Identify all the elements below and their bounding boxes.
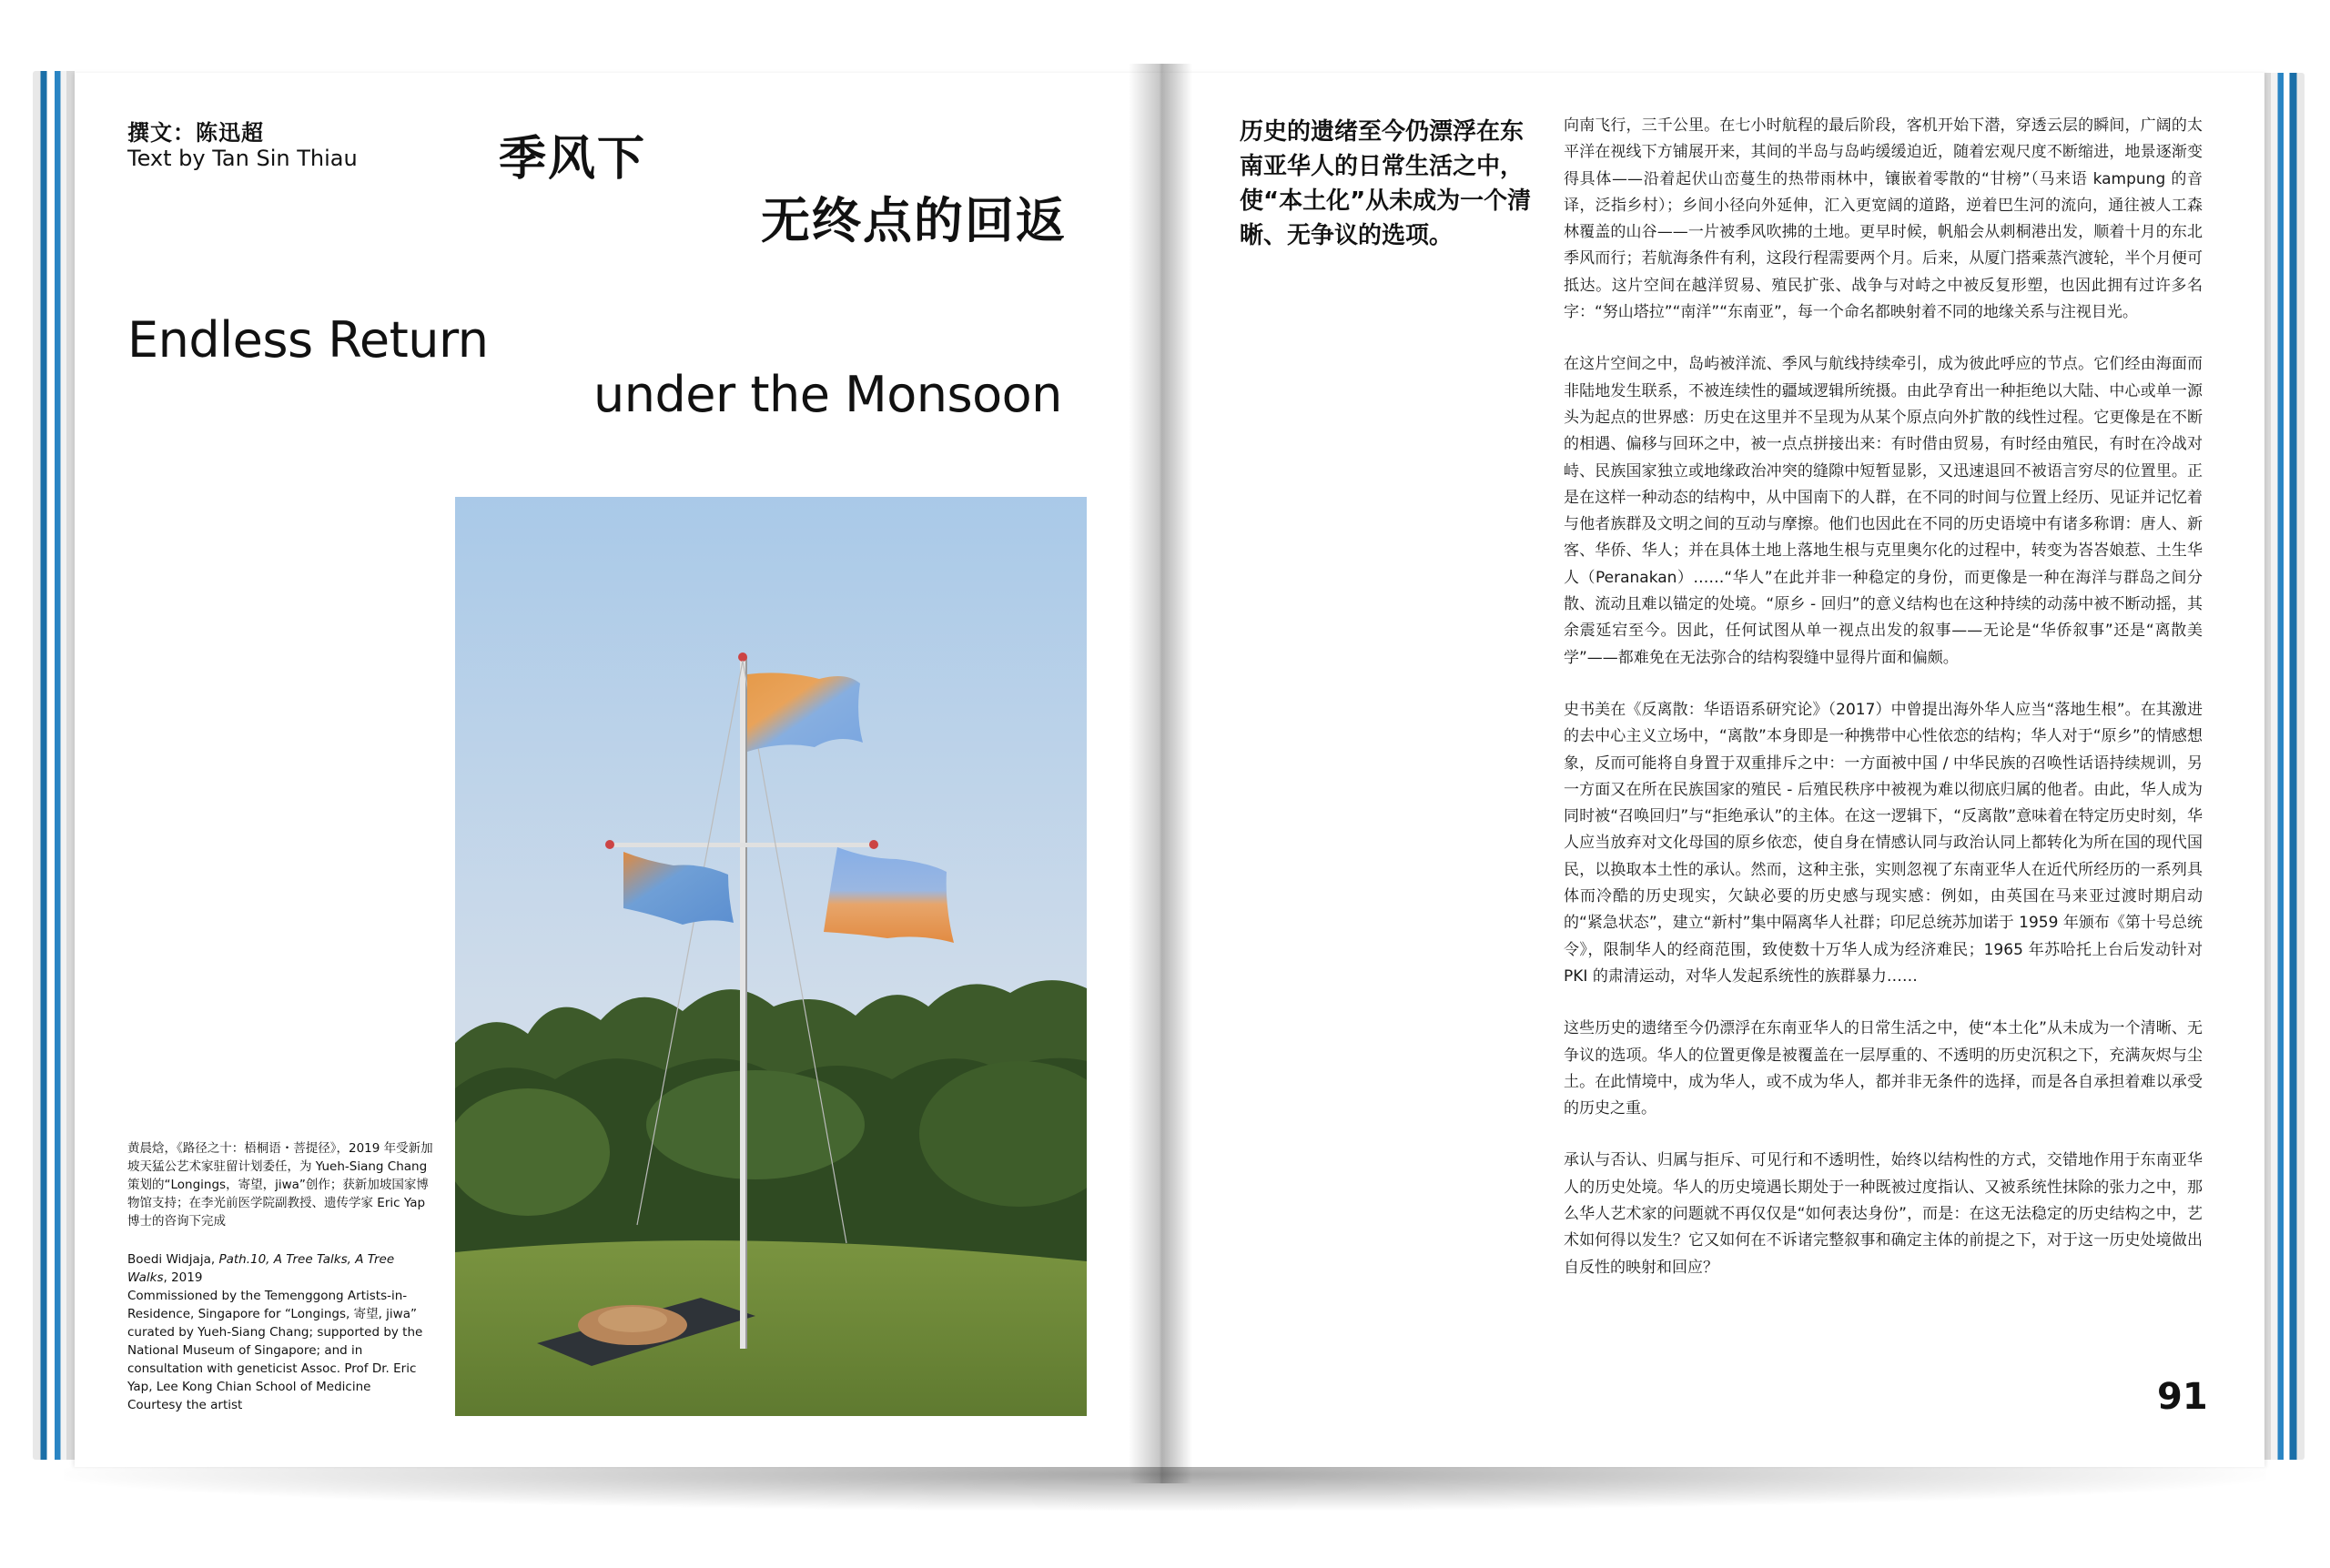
- caption-courtesy: Courtesy the artist: [127, 1398, 243, 1412]
- caption-year: , 2019: [163, 1270, 203, 1285]
- body-paragraph: 史书美在《反离散：华语语系研究论》（2017）中曾提出海外华人应当“落地生根”。在其激进的去中心主义立场中，“离散”本身即是一种携带中心性依恋的结构；华人对于“原乡”的情感想象，反而可能将自身置于双重排斥之中：一方面被中国 / 中华民族的召唤性话语持续规训，另一方面又在所在民族国家的殖民 - 后殖民秩序中被视为难以彻底归属的他者。由此，华人成为同时被“召唤回归”与“拒绝承认”的主体。在这一逻辑下，“反离散”意味着在特定历史时刻，华人应当放弃对文化母国的原乡依恋，使自身在情感认同与政治认同上都转化为所在国的现代国民，以换取本土性的承认。然而，这种主张，实则忽视了东南亚华人在近代所经历的一系列具体而冷酷的历史现实，欠缺必要的历史感与现实感：例如，由英国在马来亚过渡时期启动的“紧急状态”，建立“新村”集中隔离华人社群；印尼总统苏加诺于 1959 年颁布《第十号总统令》，限制华人的经商范围，致使数十万华人成为经济难民；1965 年苏哈托上台后发动针对 PKI 的肃清运动，对华人发起系统性的族群暴力……: [1564, 700, 2203, 986]
- left-page-edges: [33, 71, 75, 1460]
- flagpole-photo-illustration: [455, 497, 1087, 1416]
- caption-artist: Boedi Widjaja,: [127, 1252, 219, 1267]
- author-cn: 撰文：陈迅超: [127, 120, 264, 146]
- left-page: [75, 73, 1167, 1467]
- body-paragraph: 这些历史的遗绪至今仍漂浮在东南亚华人的日常生活之中，使“本土化”从未成为一个清晰、无争议的选项。华人的位置更像是被覆盖在一层厚重的、不透明的历史沉积之下，充满灰烬与尘土。在此情境中，成为华人，或不成为华人，都并非无条件的选择，而是各自承担着难以承受的历史之重。: [1564, 1019, 2203, 1118]
- right-page: [1165, 73, 2264, 1467]
- title-cn-line1: 季风下: [499, 132, 647, 187]
- page-number: 91: [2157, 1376, 2208, 1418]
- artwork-photo: [455, 497, 1087, 1416]
- body-paragraph: 向南飞行，三千公里。在七小时航程的最后阶段，客机开始下潜，穿透云层的瞬间，广阔的太平洋在视线下方铺展开来，其间的半岛与岛屿缓缓迫近，随着宏观尺度不断缩进，地景逐渐变得具体——沿着起伏山峦蔓生的热带雨林中，镶嵌着零散的“甘榜”（马来语 kampung 的音译，泛指乡村）；乡间小径向外延伸，汇入更宽阔的道路，逆着巴生河的流向，通往被人工森林覆盖的山谷——一片被季风吹拂的土地。更早时候，帆船会从刺桐港出发，顺着十月的东北季风而行；若航海条件有利，这段行程需要两个月。后来，从厦门搭乘蒸汽渡轮，半个月便可抵达。这片空间在越洋贸易、殖民扩张、战争与对峙之中被反复形塑，也因此拥有过许多名字：“努山塔拉”“南洋”“东南亚”，每一个命名都映射着不同的地缘关系与注视目光。: [1564, 116, 2203, 322]
- photo-caption-en: [127, 1250, 437, 1414]
- body-text: [1564, 113, 2203, 1307]
- photo-caption-cn: 黄晨焓，《路径之十：梧桐语・菩提径》，2019 年受新加坡天猛公艺术家驻留计划委任，为 Yueh-Siang Chang 策划的“Longings，寄望，jiwa”创作；获新加坡国家博物馆支持；在李光前医学院副教授、遗传学家 Eric Yap 博士的咨询下完成: [127, 1141, 433, 1229]
- caption-artist-line: [127, 1250, 437, 1287]
- caption-commission: Commissioned by the Temenggong Artists-in-Residence, Singapore for “Longings, 寄望, jiwa” curated by Yueh-Siang Chang; supported by the National Museum of Singapore; and in consultation with geneticist Assoc. Prof Dr. Eric Yap, Lee Kong Chian School of Medicine: [127, 1289, 423, 1394]
- pull-quote: 历史的遗绪至今仍漂浮在东南亚华人的日常生活之中，使“本土化”从未成为一个清晰、无争议的选项。: [1240, 118, 1532, 249]
- title-cn-line2: 无终点的回返: [761, 192, 1067, 249]
- author-en: Text by Tan Sin Thiau: [127, 146, 358, 171]
- title-en-line1: Endless Return: [127, 311, 489, 369]
- body-paragraph: 在这片空间之中，岛屿被洋流、季风与航线持续牵引，成为彼此呼应的节点。它们经由海面而非陆地发生联系，不被连续性的疆域逻辑所统摄。由此孕育出一种拒绝以大陆、中心或单一源头为起点的世界感：历史在这里并不呈现为从某个原点向外扩散的线性过程。它更像是在不断的相遇、偏移与回环之中，被一点点拼接出来：有时借由贸易，有时经由殖民，有时在冷战对峙、民族国家独立或地缘政治冲突的缝隙中短暂显影，又迅速退回不被语言穷尽的位置里。正是在这样一种动态的结构中，从中国南下的人群，在不同的时间与位置上经历、见证并记忆着与他者族群及文明之间的互动与摩擦。他们也因此在不同的历史语境中有诸多称谓：唐人、新客、华侨、华人；并在具体土地上落地生根与克里奥尔化的过程中，转变为峇峇娘惹、土生华人（Peranakan）……“华人”在此并非一种稳定的身份，而更像是一种在海洋与群岛之间分散、流动且难以锚定的处境。“原乡 - 回归”的意义结构也在这种持续的动荡中被不断动摇，其余震延宕至今。因此，任何试图从单一视点出发的叙事——无论是“华侨叙事”还是“离散美学”——都难免在无法弥合的结构裂缝中显得片面和偏颇。: [1564, 355, 2203, 667]
- right-page-edges: [2263, 73, 2305, 1460]
- title-en-line2: under the Monsoon: [593, 366, 1062, 423]
- caption-work-title: Path.10, A Tree Talks, A Tree Walks: [127, 1252, 395, 1285]
- body-paragraph: 承认与否认、归属与拒斥、可见行和不透明性，始终以结构性的方式，交错地作用于东南亚华人的历史处境。华人的历史境遇长期处于一种既被过度指认、又被系统性抹除的张力之中，那么华人艺术家的问题就不再仅仅是“如何表达身份”，而是：在这无法稳定的历史结构之中，艺术如何得以发生？它又如何在不诉诸完整叙事和确定主体的前提之下，对于这一历史处境做出自反性的映射和回应？: [1564, 1151, 2203, 1277]
